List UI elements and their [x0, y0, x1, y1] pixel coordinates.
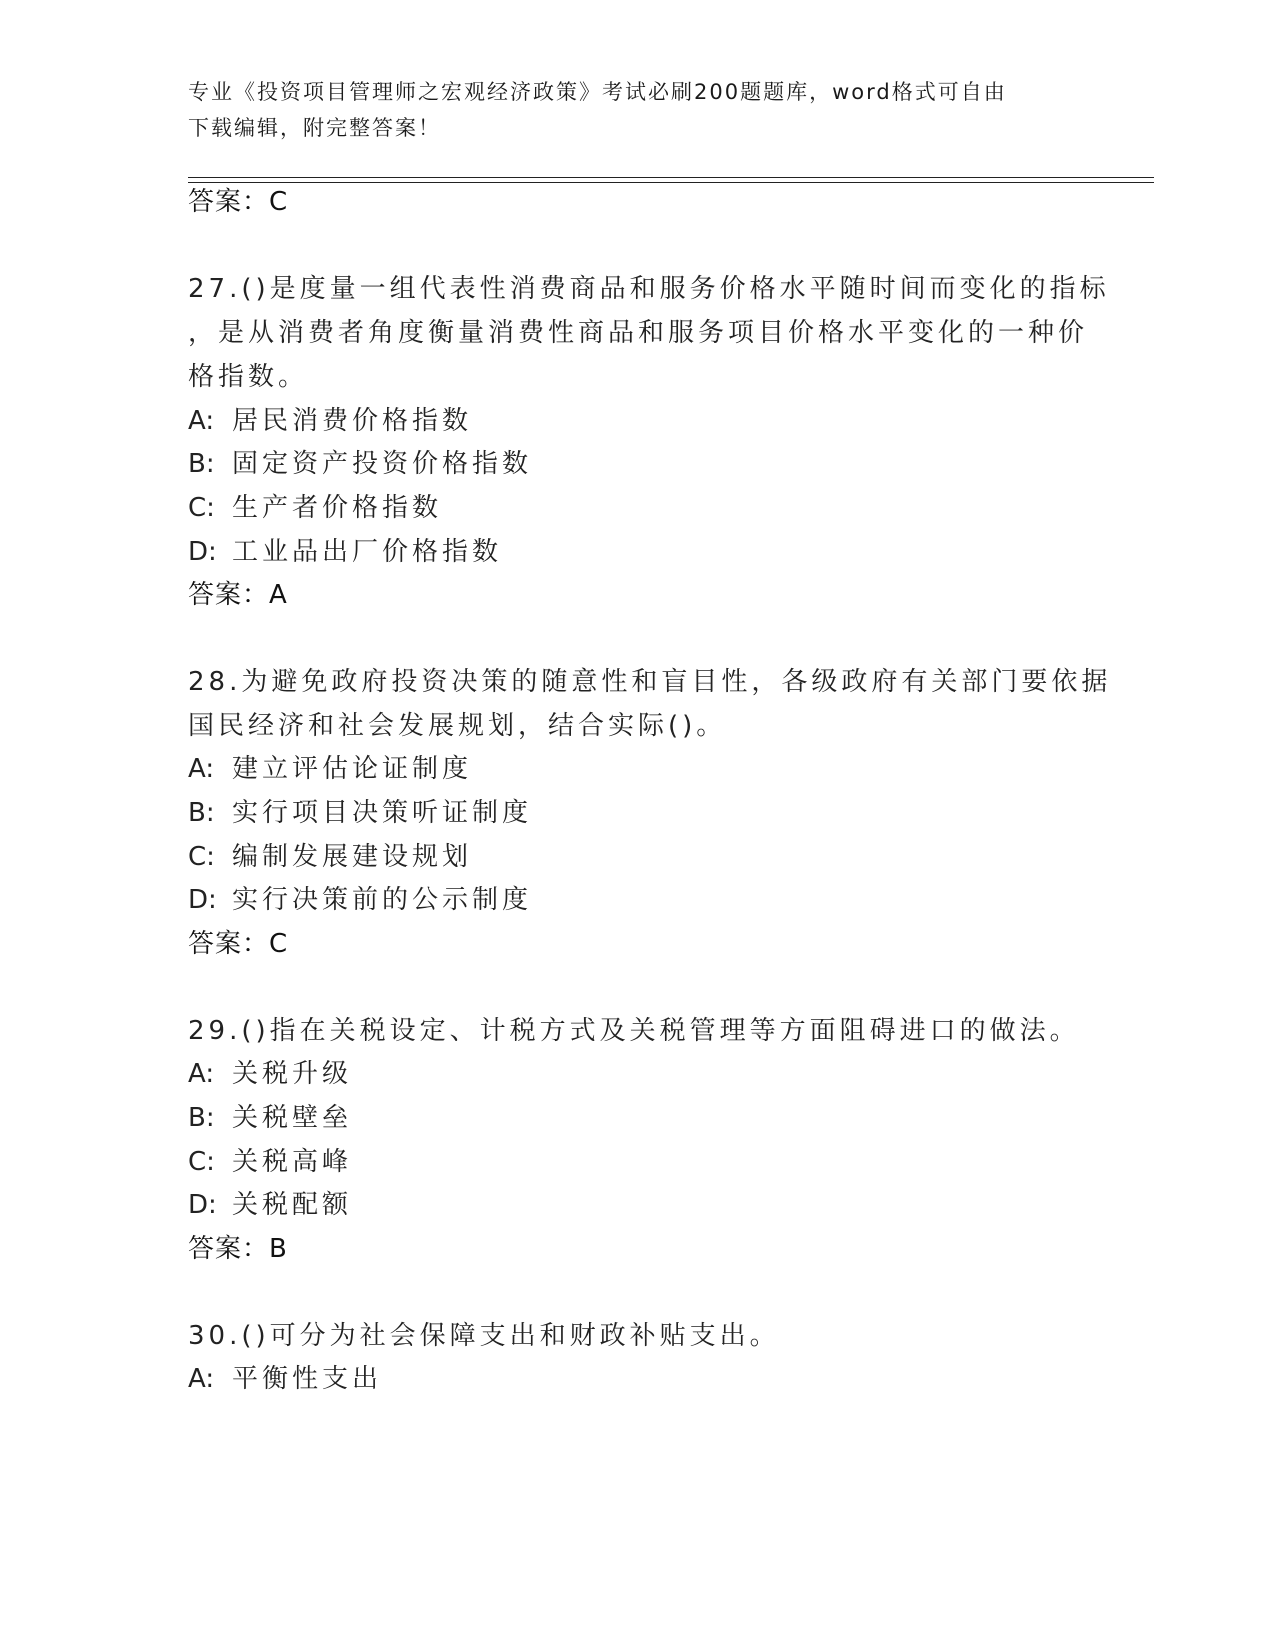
option-text: 关税升级: [232, 1059, 353, 1089]
question-28-option-a: [188, 751, 472, 787]
question-28-line-2: 国民经济和社会发展规划，结合实际()。: [188, 711, 727, 741]
option-text: 居民消费价格指数: [232, 406, 473, 436]
option-text: 实行项目决策听证制度: [232, 798, 533, 828]
option-text: 平衡性支出: [232, 1364, 383, 1394]
option-letter: A:: [188, 1364, 215, 1394]
question-27-answer: 答案：A: [188, 580, 288, 610]
question-27-option-d: [188, 534, 502, 570]
header-rule-bottom: [188, 182, 1154, 183]
header-line-2: 下载编辑，附完整答案！: [188, 116, 441, 140]
document-header: [188, 74, 1068, 146]
question-27-option-c: [188, 490, 442, 526]
option-text: 固定资产投资价格指数: [232, 449, 533, 479]
option-letter: B:: [188, 1103, 215, 1133]
option-letter: A:: [188, 406, 215, 436]
question-29-option-c: [188, 1144, 352, 1180]
question-27-line-1: 27.()是度量一组代表性消费商品和服务价格水平随时间而变化的指标: [188, 274, 1110, 304]
question-27-line-3: 格指数。: [188, 362, 309, 392]
option-text: 编制发展建设规划: [232, 842, 473, 872]
option-letter: A:: [188, 754, 215, 784]
question-29-answer: 答案：B: [188, 1234, 288, 1264]
answer-prev-question: 答案：C: [188, 187, 289, 217]
option-letter: D:: [188, 1190, 217, 1220]
option-letter: C:: [188, 842, 215, 872]
option-text: 实行决策前的公示制度: [232, 885, 533, 915]
option-letter: B:: [188, 449, 215, 479]
question-30-line-1: 30.()可分为社会保障支出和财政补贴支出。: [188, 1321, 780, 1351]
option-text: 关税配额: [232, 1190, 353, 1220]
option-text: 关税高峰: [232, 1147, 353, 1177]
option-letter: B:: [188, 798, 215, 828]
question-29-option-a: [188, 1056, 352, 1092]
question-28-answer: 答案：C: [188, 929, 289, 959]
question-27-option-a: [188, 403, 472, 439]
question-28-option-d: [188, 882, 532, 918]
question-28-option-b: [188, 795, 532, 831]
question-28-option-c: [188, 839, 472, 875]
question-29-option-d: [188, 1187, 352, 1223]
question-30-option-a: [188, 1361, 382, 1397]
option-text: 关税壁垒: [232, 1103, 353, 1133]
question-27-option-b: [188, 446, 532, 482]
option-letter: D:: [188, 537, 217, 567]
option-text: 工业品出厂价格指数: [232, 537, 503, 567]
header-line-1: 专业《投资项目管理师之宏观经济政策》考试必刷200题题库，word格式可自由: [188, 80, 1007, 104]
header-rule-top: [188, 177, 1154, 178]
question-27-line-2: ，是从消费者角度衡量消费性商品和服务项目价格水平变化的一种价: [188, 318, 1089, 348]
option-text: 生产者价格指数: [232, 493, 443, 523]
question-29-option-b: [188, 1100, 352, 1136]
option-text: 建立评估论证制度: [232, 754, 473, 784]
option-letter: D:: [188, 885, 217, 915]
question-28-line-1: 28.为避免政府投资决策的随意性和盲目性，各级政府有关部门要依据: [188, 667, 1112, 697]
option-letter: A:: [188, 1059, 215, 1089]
option-letter: C:: [188, 493, 215, 523]
question-29-line-1: 29.()指在关税设定、计税方式及关税管理等方面阻碍进口的做法。: [188, 1016, 1080, 1046]
option-letter: C:: [188, 1147, 215, 1177]
